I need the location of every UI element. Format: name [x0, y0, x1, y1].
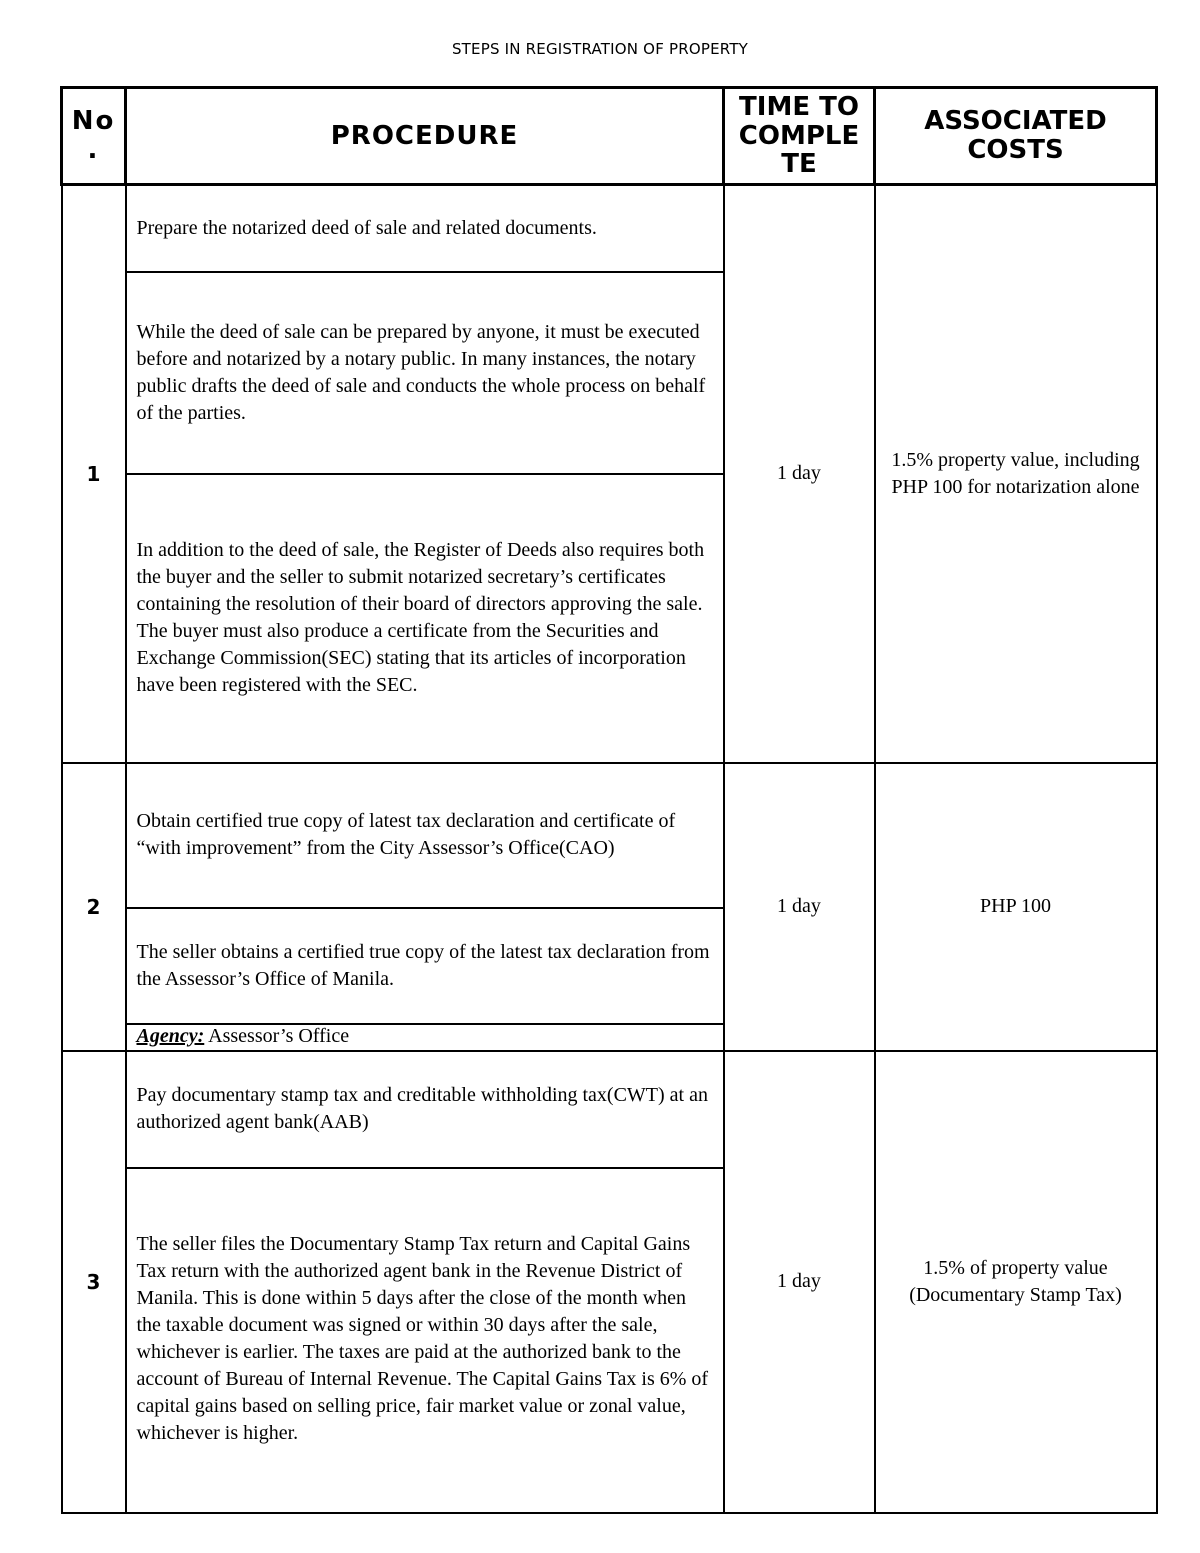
step-number: 3 [62, 1051, 126, 1513]
procedure-summary: Pay documentary stamp tax and creditable withholding tax(CWT) at an authorized agent bank(AAB) [127, 1052, 723, 1169]
header-associated-costs: ASSOCIATED COSTS [875, 88, 1157, 185]
procedure-cell [126, 763, 724, 1051]
step-number: 1 [62, 185, 126, 763]
table-row [62, 1051, 1157, 1513]
associated-cost: 1.5% of property value (Documentary Stamp Tax) [875, 1051, 1157, 1513]
step-number: 2 [62, 763, 126, 1051]
header-no: No . [62, 88, 126, 185]
time-to-complete: 1 day [724, 1051, 875, 1513]
table-row [62, 763, 1157, 1051]
agency-label: Agency: [136, 1024, 205, 1047]
header-procedure: PROCEDURE [126, 88, 724, 185]
agency-line [127, 1025, 723, 1048]
associated-cost: 1.5% property value, including PHP 100 for notarization alone [875, 185, 1157, 763]
time-to-complete: 1 day [724, 185, 875, 763]
procedure-summary: Obtain certified true copy of latest tax declaration and certificate of “with improvement” from the City Assessor’s Office(CAO) [127, 764, 723, 909]
procedure-detail: While the deed of sale can be prepared by anyone, it must be executed before and notarized by a notary public. In many instances, the notary public drafts the deed of sale and conducts the whole process on behalf of the parties. [127, 273, 723, 475]
procedure-cell [126, 185, 724, 763]
table-header-row [62, 88, 1157, 185]
procedure-detail: In addition to the deed of sale, the Register of Deeds also requires both the buyer and the seller to submit notarized secretary’s certificates containing the resolution of their board of directors approving the sale. The buyer must also produce a certificate from the Securities and Exchange Commission(SEC) stating that its articles of incorporation have been registered with the SEC. [136, 538, 705, 696]
time-to-complete: 1 day [724, 763, 875, 1051]
procedure-summary: Prepare the notarized deed of sale and related documents. [127, 186, 723, 273]
document-title: STEPS IN REGISTRATION OF PROPERTY [451, 40, 749, 58]
procedure-detail: The seller obtains a certified true copy of the latest tax declaration from the Assessor’s Office of Manila. [127, 909, 723, 1025]
procedure-detail: The seller files the Documentary Stamp Tax return and Capital Gains Tax return with the authorized agent bank in the Revenue District of Manila. This is done within 5 days after the close of the month when the taxable document was signed or within 30 days after the sale, whichever is earlier. The taxes are paid at the authorized bank to the account of Bureau of Internal Revenue. The Capital Gains Tax is 6% of capital gains based on selling price, fair market value or zonal value, whichever is higher. [136, 1233, 709, 1444]
registration-steps-table [60, 86, 1158, 1514]
associated-cost: PHP 100 [875, 763, 1157, 1051]
agency-value: Assessor’s Office [204, 1024, 350, 1047]
table-row [62, 185, 1157, 763]
procedure-cell [126, 1051, 724, 1513]
header-time-to-complete: TIME TO COMPLE TE [724, 88, 875, 185]
